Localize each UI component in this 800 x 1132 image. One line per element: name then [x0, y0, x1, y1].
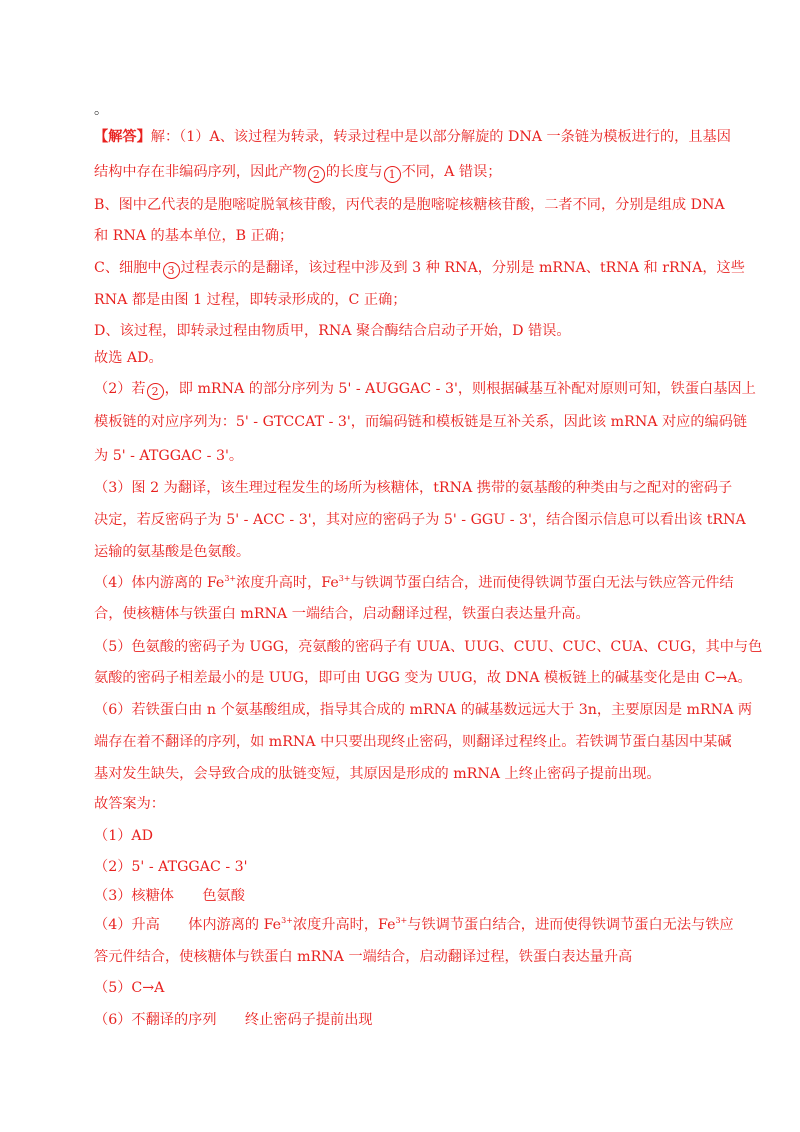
answer-line-2: [94, 162, 501, 183]
answer-line-13: 决定，若反密码子为 5' - ACC - 3'，其对应的密码子为 5' - GGU - 3'，结合图示信息可以看出该 tRNA: [94, 512, 746, 528]
answer-line-15-part-b: 浓度升高时，Fe: [236, 575, 339, 591]
answer-line-9: [94, 379, 756, 400]
answer-line-18: 氨酸的密码子相差最小的是 UUG，即可由 UGG 变为 UUG，故 DNA 模板链上的碱基变化是由 C→A。: [94, 670, 752, 686]
circled-number-3: 3: [163, 262, 180, 279]
answer-line-5: [94, 258, 745, 279]
top-mark: 。: [94, 102, 109, 118]
answer-line-1: [94, 127, 731, 147]
answer-line-20: 端存在着不翻译的序列，如 mRNA 中只要出现终止密码，则翻译过程终止。若铁调节蛋白基因中某碱: [94, 734, 732, 750]
answer-line-11: 为 5' - ATGGAC - 3'。: [94, 448, 244, 464]
answer-line-6: RNA 都是由图 1 过程，即转录形成的，C 正确；: [94, 292, 407, 308]
answer-tag: 【解答】: [94, 129, 151, 145]
answer-line-26: [94, 915, 734, 935]
superscript-3plus: 3+: [224, 574, 237, 583]
answer-line-7: D、该过程，即转录过程由物质甲，RNA 聚合酶结合启动子开始，D 错误。: [94, 323, 571, 339]
circled-number-2: 2: [308, 166, 325, 183]
circled-number-2b: 2: [147, 383, 164, 400]
answer-line-2-part-c: 不同，A 错误；: [401, 164, 502, 180]
answer-line-26-part-b: 浓度升高时，Fe: [292, 917, 396, 933]
answer-line-22: 故答案为：: [94, 796, 165, 812]
answer-line-1-text: 解：（1）A、该过程为转录，转录过程中是以部分解旋的 DNA 一条链为模板进行的，且基因: [150, 129, 731, 145]
answer-line-26-part-c: 与铁调节蛋白结合，进而使得铁调节蛋白无法与铁应: [407, 917, 734, 933]
answer-line-16: 合，使核糖体与铁蛋白 mRNA 一端结合，启动翻译过程，铁蛋白表达量升高。: [94, 606, 590, 622]
answer-line-8: 故选 AD。: [94, 350, 163, 366]
answer-line-14: 运输的氨基酸是色氨酸。: [94, 544, 251, 560]
answer-line-19: （6）若铁蛋白由 n 个氨基酸组成，指导其合成的 mRNA 的碱基数远远大于 3n，主要原因是 mRNA 两: [94, 702, 753, 718]
answer-line-5-part-b: 过程表示的是翻译，该过程中涉及到 3 种 RNA，分别是 mRNA、tRNA 和 rRNA，这些: [180, 260, 745, 276]
answer-line-9-part-b: ，即 mRNA 的部分序列为 5' - AUGGAC - 3'，则根据碱基互补配对原则可知，铁蛋白基因上: [164, 381, 756, 397]
answer-line-17: （5）色氨酸的密码子为 UGG，亮氨酸的密码子有 UUA、UUG、CUU、CUC、CUA、CUG，其中与色: [94, 639, 763, 655]
answer-line-15: [94, 573, 734, 593]
answer-line-10: 模板链的对应序列为：5' - GTCCAT - 3'，而编码链和模板链是互补关系，因此该 mRNA 对应的编码链: [94, 414, 748, 430]
answer-line-15-part-c: 与铁调节蛋白结合，进而使得铁调节蛋白无法与铁应答元件结: [350, 575, 734, 591]
answer-line-21: 基对发生缺失，会导致合成的肽链变短，其原因是形成的 mRNA 上终止密码子提前出现。: [94, 766, 661, 782]
answer-line-2-part-a: 结构中存在非编码序列，因此产物: [94, 164, 307, 180]
answer-line-3: B、图中乙代表的是胞嘧啶脱氧核苷酸，丙代表的是胞嘧啶核糖核苷酸，二者不同，分别是组成 DNA: [94, 197, 725, 213]
superscript-3plus-b: 3+: [338, 574, 351, 583]
answer-line-15-part-a: （4）体内游离的 Fe: [94, 575, 225, 591]
answer-line-29: （6）不翻译的序列 终止密码子提前出现: [94, 1012, 373, 1028]
answer-line-23: （1）AD: [94, 828, 154, 844]
answer-line-28: （5）C→A: [94, 980, 165, 996]
answer-line-9-part-a: （2）若: [94, 381, 146, 397]
answer-line-27: 答元件结合，使核糖体与铁蛋白 mRNA 一端结合，启动翻译过程，铁蛋白表达量升高: [94, 949, 633, 965]
answer-line-24: （2）5' - ATGGAC - 3': [94, 859, 248, 875]
answer-line-26-part-a: （4）升高 体内游离的 Fe: [94, 917, 282, 933]
answer-line-25: （3）核糖体 色氨酸: [94, 888, 245, 904]
superscript-3plus-d: 3+: [395, 916, 408, 925]
circled-number-1: 1: [384, 166, 401, 183]
answer-line-2-part-b: 的长度与: [325, 164, 383, 180]
answer-line-12: （3）图 2 为翻译，该生理过程发生的场所为核糖体，tRNA 携带的氨基酸的种类由与之配对的密码子: [94, 480, 733, 496]
answer-line-5-part-a: C、细胞中: [94, 260, 162, 276]
superscript-3plus-c: 3+: [281, 916, 293, 925]
answer-line-4: 和 RNA 的基本单位，B 正确；: [94, 228, 294, 244]
